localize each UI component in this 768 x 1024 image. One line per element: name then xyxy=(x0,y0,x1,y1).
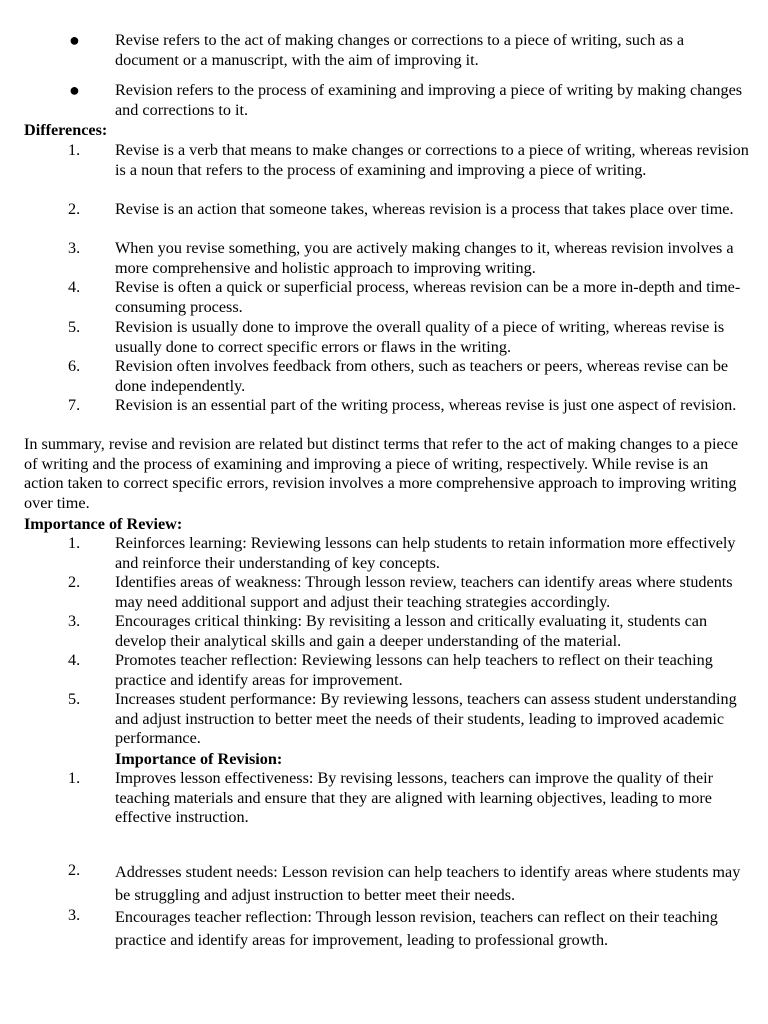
revision-heading: Importance of Revision: xyxy=(115,750,283,768)
item-text: When you revise something, you are actively making changes to it, whereas revision involves a more comprehensive and holistic approach to improving writing. xyxy=(115,239,734,277)
item-number: 3. xyxy=(68,906,81,924)
item-text: Promotes teacher reflection: Reviewing lessons can help teachers to reflect on their teaching practice and identify areas for improvement. xyxy=(115,651,713,689)
review-heading: Importance of Review: xyxy=(24,515,183,533)
item-text: Revise is a verb that means to make changes or corrections to a piece of writing, whereas revision is a noun that refers to the process of examining and improving a piece of writing. xyxy=(115,141,749,179)
item-number: 5. xyxy=(68,690,81,708)
item-number: 2. xyxy=(68,200,81,218)
item-text: Revision is usually done to improve the overall quality of a piece of writing, whereas revise is usually done to correct specific errors or flaws in the writing. xyxy=(115,318,725,356)
item-number: 4. xyxy=(68,278,81,296)
item-number: 7. xyxy=(68,396,81,414)
item-number: 6. xyxy=(68,357,81,375)
bullet-dot: ● xyxy=(69,30,80,50)
item-text: Encourages critical thinking: By revisiting a lesson and critically evaluating it, students can develop their analytical skills and gain a deeper understanding of the material. xyxy=(115,612,708,650)
item-text: Revise is an action that someone takes, whereas revision is a process that takes place over time. xyxy=(115,200,734,218)
item-text: Revision often involves feedback from others, such as teachers or peers, whereas revise can be done independently. xyxy=(115,357,729,395)
bullet-dot: ● xyxy=(69,80,80,100)
item-text: Revise is often a quick or superficial process, whereas revision can be a more in-depth and time-consuming process. xyxy=(115,278,741,316)
item-text: Revision is an essential part of the writing process, whereas revise is just one aspect of revision. xyxy=(115,396,737,414)
item-number: 1. xyxy=(68,534,81,552)
item-number: 1. xyxy=(68,769,81,787)
item-number: 4. xyxy=(68,651,81,669)
item-text: Increases student performance: By reviewing lessons, teachers can assess student understanding and adjust instruction to better meet the needs of their students, leading to improved academic performance. xyxy=(115,690,737,748)
differences-heading: Differences: xyxy=(24,121,108,139)
item-text: Addresses student needs: Lesson revision can help teachers to identify areas where students may be struggling and adjust instruction to better meet their needs. xyxy=(115,863,741,904)
bullet-text: Revision refers to the process of examining and improving a piece of writing by making changes and corrections to it. xyxy=(115,81,743,119)
item-number: 2. xyxy=(68,573,81,591)
item-number: 5. xyxy=(68,318,81,336)
bullet-text: Revise refers to the act of making changes or corrections to a piece of writing, such as a document or a manuscript, with the aim of improving it. xyxy=(115,31,685,69)
item-number: 1. xyxy=(68,141,81,159)
item-text: Identifies areas of weakness: Through lesson review, teachers can identify areas where students may need additional support and adjust their teaching strategies accordingly. xyxy=(115,573,733,611)
item-text: Reinforces learning: Reviewing lessons can help students to retain information more effectively and reinforce their understanding of key concepts. xyxy=(115,534,736,572)
item-number: 2. xyxy=(68,861,81,879)
item-number: 3. xyxy=(68,239,81,257)
item-number: 3. xyxy=(68,612,81,630)
summary-paragraph: In summary, revise and revision are related but distinct terms that refer to the act of making changes to a piece of writing and the process of examining and improving a piece of writing, respectively. While revise is an action taken to correct specific errors, revision involves a more comprehensive approach to improving writing over time. xyxy=(24,435,739,512)
item-text: Encourages teacher reflection: Through lesson revision, teachers can reflect on their teaching practice and identify areas for improvement, leading to professional growth. xyxy=(115,908,718,949)
item-text: Improves lesson effectiveness: By revising lessons, teachers can improve the quality of their teaching materials and ensure that they are aligned with learning objectives, leading to more effective instruction. xyxy=(115,769,714,827)
